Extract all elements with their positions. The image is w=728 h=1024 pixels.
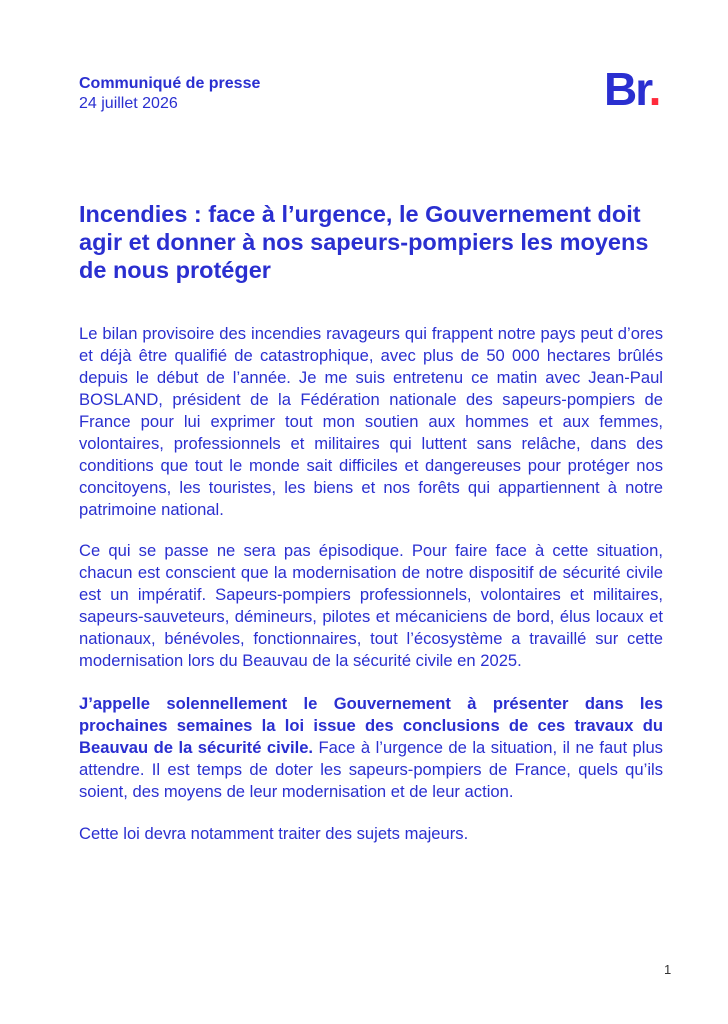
brand-logo [604,64,659,114]
paragraph-4: Cette loi devra notamment traiter des sujets majeurs. [79,824,469,843]
press-release-title: Incendies : face à l’urgence, le Gouvernement doit agir et donner à nos sapeurs-pompiers les moyens de nous protéger [79,201,649,283]
page-number: 1 [664,962,672,977]
logo-letters: Br [604,63,649,115]
release-date: 24 juillet 2026 [79,95,178,112]
logo-dot: . [648,63,660,115]
press-release-body [79,323,663,863]
paragraph-3-bold-call: J’appelle solennellement le Gouvernement à présenter dans les prochaines semaines la loi issue des conclusions de ces travaux du Beauvau de la sécurité civile. [79,694,663,757]
paragraph-1: Le bilan provisoire des incendies ravageurs qui frappent notre pays peut d’ores et déjà être qualifié de catastrophique, avec plus de 50 000 hectares brûlés depuis le début de l’année. Je me suis entretenu ce matin avec Jean-Paul BOSLAND, président de la Fédération nationale des sapeurs-pompiers de France pour lui exprimer tout mon soutien aux hommes et aux femmes, volontaires, professionnels et militaires qui luttent sans relâche, dans des conditions que tout le monde sait difficiles et dangereuses pour protéger nos concitoyens, les touristes, les biens et nos forêts qui appartiennent à notre patrimoine national. [79,324,663,519]
document-header [79,74,260,114]
paragraph-3-text: Face à l’urgence de la situation, il ne faut plus attendre. Il est temps de doter les sapeurs-pompiers de France, quels qu’ils soient, des moyens de leur modernisation et de leur action. [79,738,663,801]
paragraph-2: Ce qui se passe ne sera pas épisodique. Pour faire face à cette situation, chacun est conscient que la modernisation de notre dispositif de sécurité civile est un impératif. Sapeurs-pompiers professionnels, volontaires et militaires, sapeurs-sauveteurs, démineurs, pilotes et mécaniciens de bord, élus locaux et nationaux, bénévoles, fonctionnaires, tout l’écosystème a travaillé sur cette modernisation lors du Beauvau de la sécurité civile en 2025. [79,541,663,670]
paragraph-3 [79,693,663,803]
document-type-label: Communiqué de presse [79,75,261,92]
